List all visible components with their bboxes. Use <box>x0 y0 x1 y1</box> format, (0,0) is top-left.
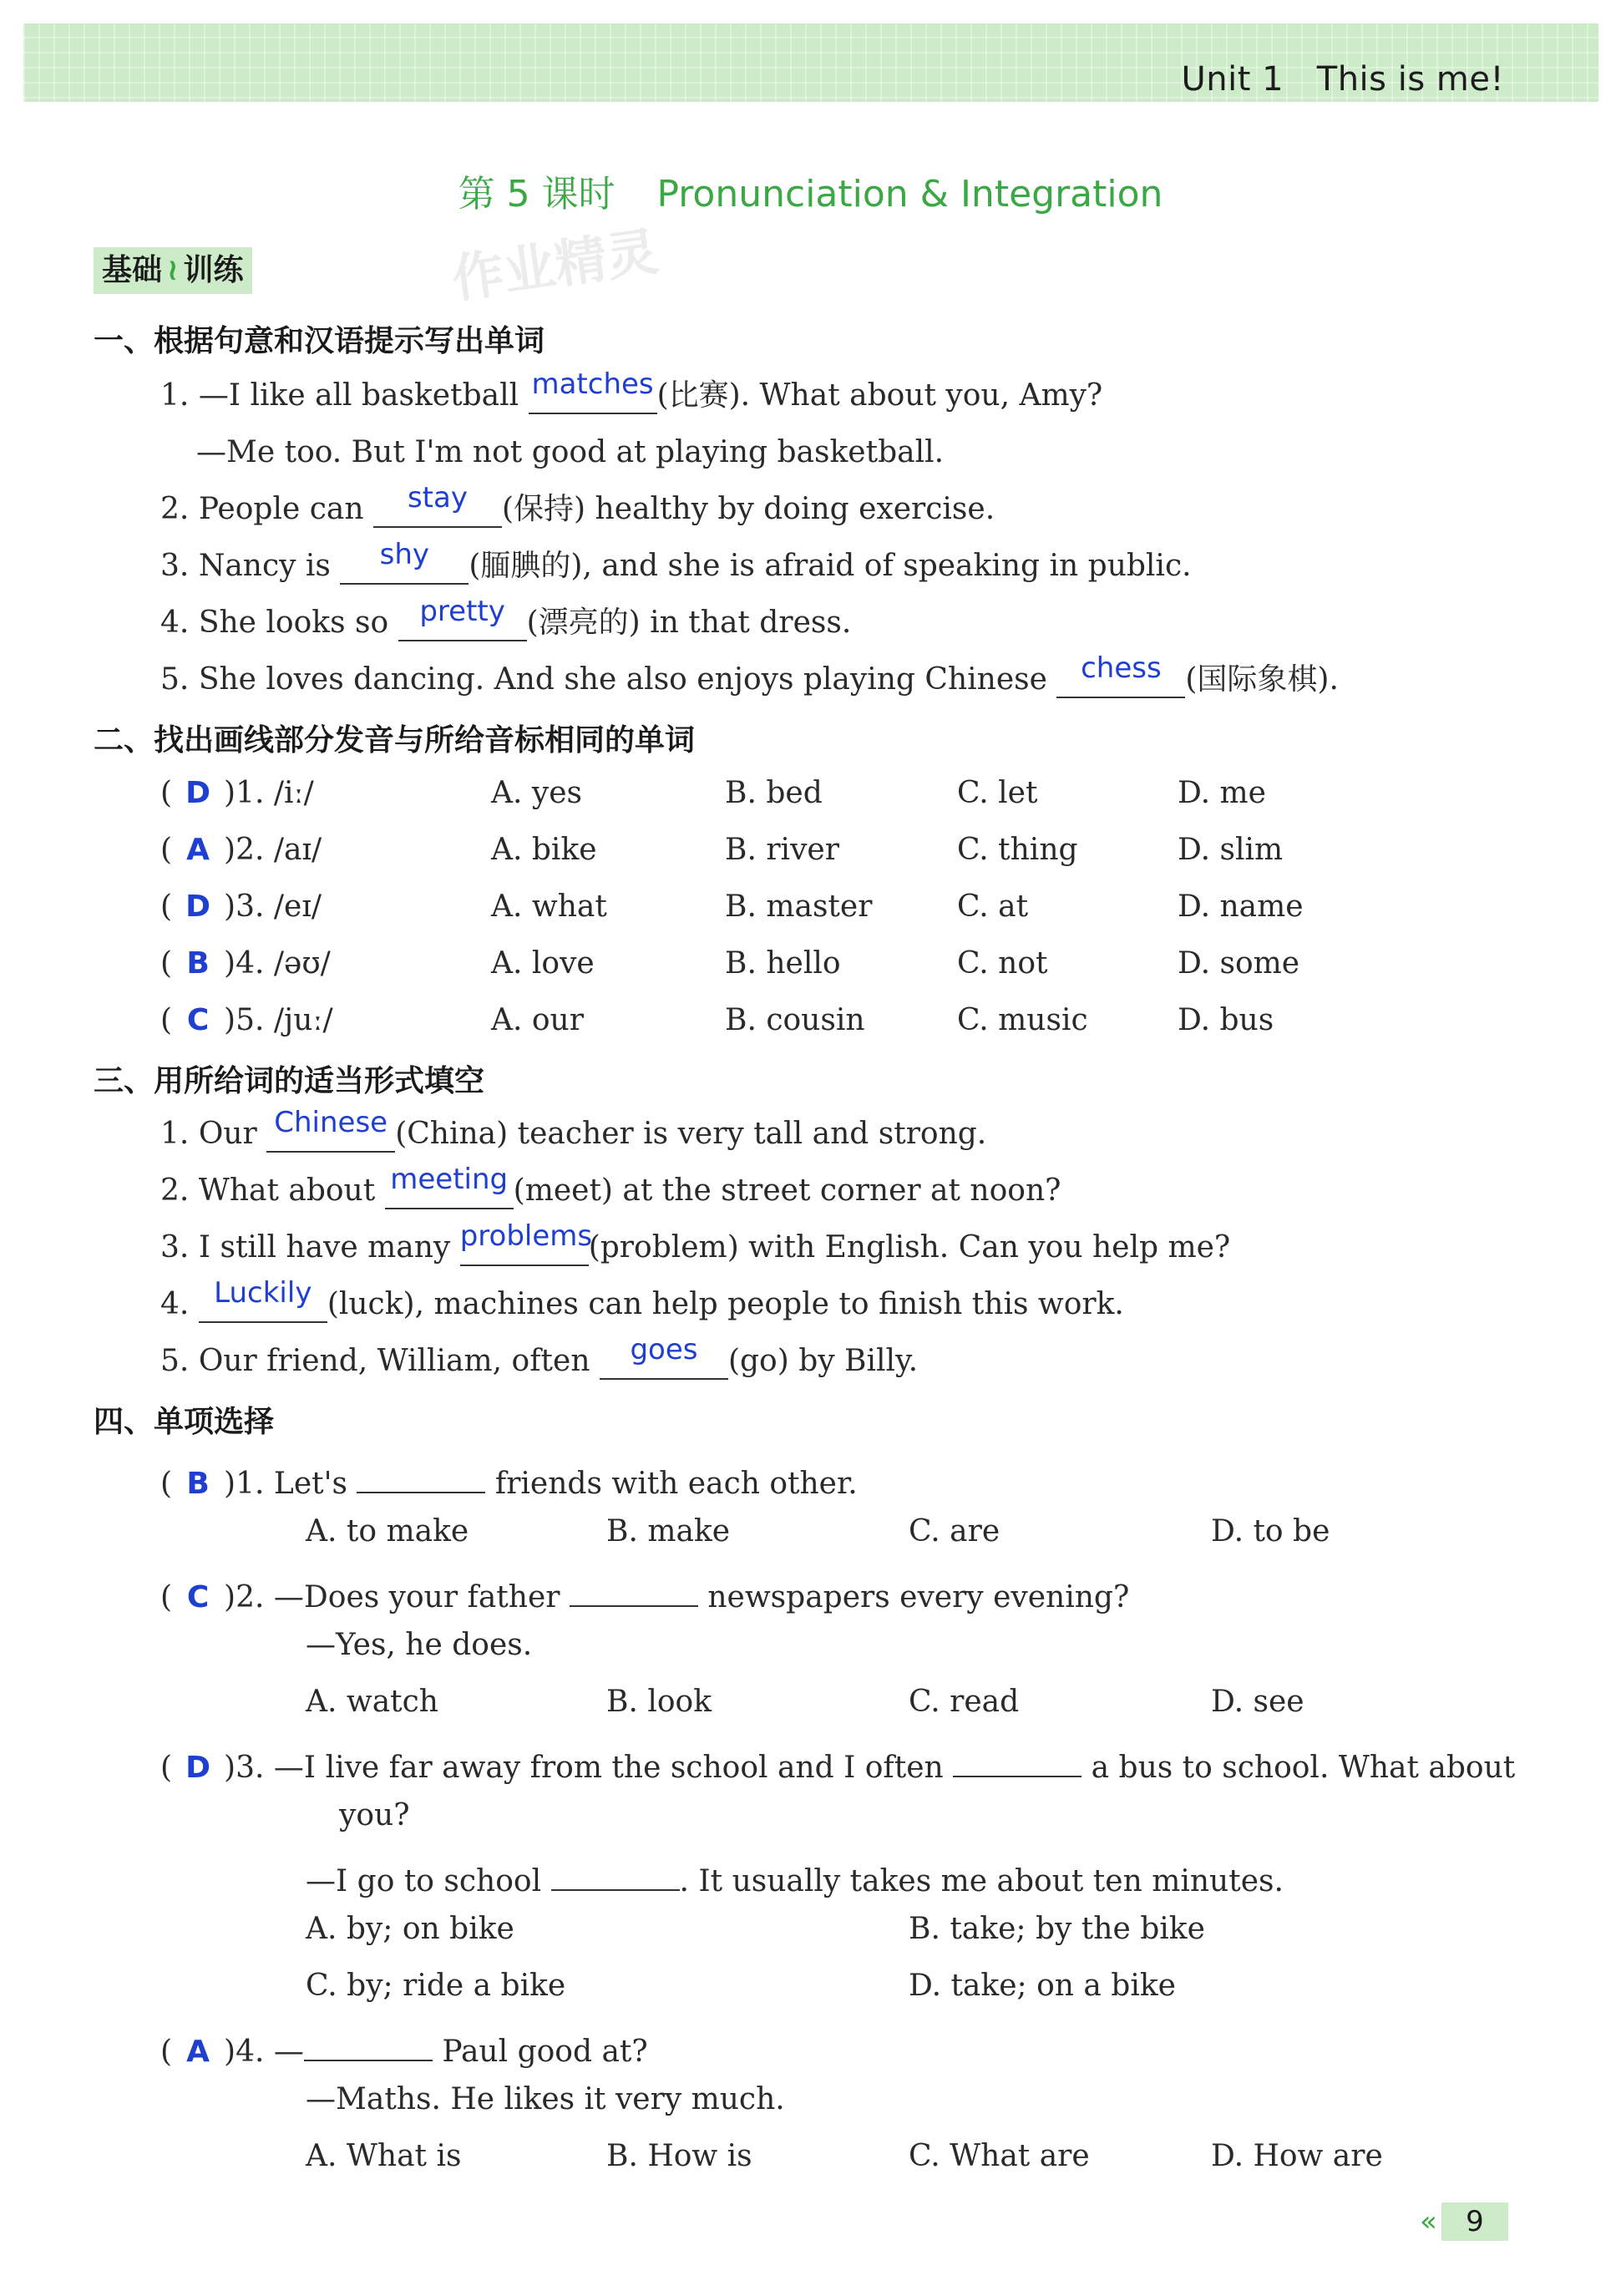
option-c: C. are <box>909 1514 1000 1548</box>
option-c: C. What are <box>909 2139 1090 2173</box>
answer-blank[interactable]: Chinese <box>266 1114 395 1153</box>
part2-heading: 二、找出画线部分发音与所给音标相同的单词 <box>94 723 696 758</box>
watermark: 作业精灵 <box>448 220 662 310</box>
answer-blank[interactable] <box>357 1455 485 1493</box>
answer-blank[interactable]: pretty <box>398 603 527 641</box>
answer-blank[interactable]: chess <box>1056 660 1185 698</box>
part1-item-2: 2. People can stay (保持) healthy by doing exercise. <box>160 481 995 526</box>
part1-item-5: 5. She loves dancing. And she also enjoys playing Chinese chess (国际象棋). <box>160 651 1339 697</box>
part1-heading: 一、根据句意和汉语提示写出单词 <box>94 324 545 358</box>
chevron-left-icon: « <box>1420 2205 1437 2238</box>
answer-blank[interactable]: problems <box>460 1228 589 1266</box>
option-a: A. watch <box>306 1685 438 1719</box>
part4-q4: ( A )4. — Paul good at? <box>160 2023 648 2072</box>
part1-item-4: 4. She looks so pretty (漂亮的) in that dress. <box>160 595 852 640</box>
answer-blank[interactable]: matches <box>529 376 657 414</box>
part4-q2: ( C )2. —Does your father newspapers every evening? <box>160 1569 1129 1618</box>
part4-q1: ( B )1. Let's friends with each other. <box>160 1455 858 1504</box>
option-d: D. to be <box>1211 1514 1330 1548</box>
part4-q3-reply: —I go to school . It usually takes me about ten minutes. <box>306 1853 1284 1902</box>
answer-blank[interactable]: Luckily <box>199 1285 327 1323</box>
option-c: C. by; ride a bike <box>306 1969 566 2003</box>
option-b: B. take; by the bike <box>909 1912 1205 1946</box>
answer-blank[interactable] <box>570 1569 698 1607</box>
lesson-title <box>0 164 1621 217</box>
option-d: D. take; on a bike <box>909 1969 1176 2003</box>
part1-item-3: 3. Nancy is shy (腼腆的), and she is afraid of speaking in public. <box>160 538 1192 583</box>
answer-blank[interactable] <box>304 2023 433 2061</box>
part4-q2-reply: —Yes, he does. <box>306 1628 533 1662</box>
part1-item-1-reply: —Me too. But I'm not good at playing basketball. <box>196 435 945 469</box>
part4-heading: 四、单项选择 <box>94 1405 275 1439</box>
option-a: A. by; on bike <box>306 1912 514 1946</box>
answer-blank[interactable] <box>953 1739 1082 1777</box>
part4-q3-cont: you? <box>339 1798 410 1832</box>
part4-q3: ( D )3. —I live far away from the school and I often a bus to school. What about <box>160 1739 1515 1788</box>
part3-item-1: 1. Our Chinese (China) teacher is very tall and strong. <box>160 1106 987 1151</box>
option-b: B. make <box>606 1514 731 1548</box>
squiggle-icon: ≀ <box>167 253 179 287</box>
part1-item-1: 1. —I like all basketball matches (比赛). What about you, Amy? <box>160 367 1103 413</box>
part3-item-4: 4. Luckily (luck), machines can help people to finish this work. <box>160 1276 1124 1321</box>
option-d: D. see <box>1211 1685 1304 1719</box>
part3-item-3: 3. I still have many problems(problem) with English. Can you help me? <box>160 1219 1231 1265</box>
option-b: B. look <box>606 1685 712 1719</box>
option-d: D. How are <box>1211 2139 1383 2173</box>
lesson-topic: Pronunciation & Integration <box>656 173 1163 215</box>
lesson-number: 第 5 课时 <box>458 173 615 215</box>
answer-blank[interactable] <box>551 1853 680 1891</box>
option-a: A. What is <box>306 2139 462 2173</box>
answer-blank[interactable]: meeting <box>385 1171 514 1209</box>
unit-title: Unit 1 This is me! <box>1181 60 1504 99</box>
part3-heading: 三、用所给词的适当形式填空 <box>94 1064 485 1098</box>
answer-blank[interactable]: stay <box>373 489 502 528</box>
answer-blank[interactable]: goes <box>600 1341 728 1380</box>
part4-q4-reply: —Maths. He likes it very much. <box>306 2082 785 2116</box>
page-number: « 9 <box>1441 2202 1508 2241</box>
part3-item-2: 2. What about meeting (meet) at the street corner at noon? <box>160 1163 1061 1208</box>
section-badge: 基础 ≀ 训练 <box>94 247 252 294</box>
option-b: B. How is <box>606 2139 752 2173</box>
option-a: A. to make <box>306 1514 469 1548</box>
part3-item-5: 5. Our friend, William, often goes (go) by Billy. <box>160 1333 919 1378</box>
option-c: C. read <box>909 1685 1020 1719</box>
answer-blank[interactable]: shy <box>340 546 469 585</box>
